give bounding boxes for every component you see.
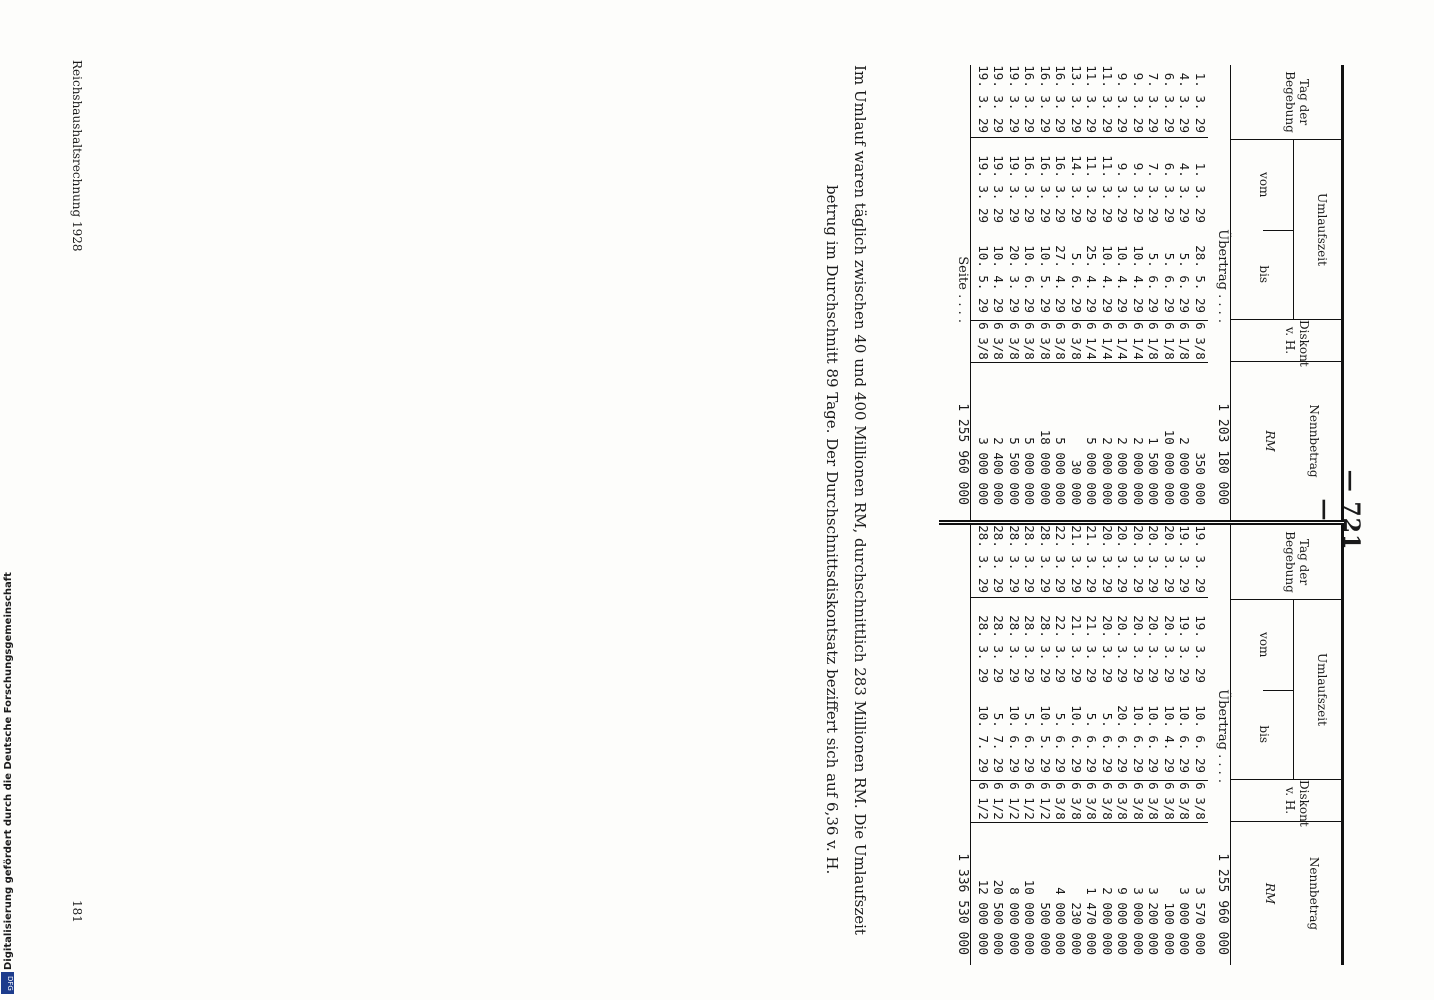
table-row (1084, 525, 1100, 965)
table-row (1022, 525, 1038, 965)
cell-nennbetrag: 20 500 000 (991, 879, 1007, 955)
cell-vom: 11. 3. 29 (1100, 155, 1115, 223)
table-row (1131, 525, 1147, 965)
cell-vom: 7. 3. 29 (1146, 162, 1162, 223)
column-rule (972, 362, 1209, 363)
cell-vom: 16. 3. 29 (1038, 155, 1053, 223)
cell-diskont: 6 3/8 (991, 322, 1007, 360)
table-row (1038, 65, 1054, 520)
cell-tag: 4. 3. 29 (1177, 72, 1193, 133)
header-diskont: Diskont v. H. (1231, 320, 1341, 362)
cell-tag: 22. 3. 29 (1053, 525, 1069, 593)
cell-nennbetrag: 2 000 000 (1177, 437, 1193, 505)
cell-tag: 1. 3. 29 (1193, 72, 1208, 133)
cell-tag: 28. 3. 29 (976, 525, 991, 593)
cell-bis: 5. 6. 29 (1177, 252, 1193, 313)
cell-diskont: 6 1/2 (1007, 782, 1022, 820)
cell-diskont: 6 1/8 (1146, 322, 1162, 360)
cell-tag: 13. 3. 29 (1069, 65, 1084, 133)
cell-diskont: 6 3/8 (1053, 322, 1069, 360)
cell-nennbetrag: 2 000 000 (1115, 437, 1131, 505)
cell-nennbetrag: 18 000 000 (1038, 429, 1053, 505)
cell-tag: 21. 3. 29 (1069, 525, 1084, 593)
table-row (1007, 525, 1023, 965)
cell-diskont: 6 3/8 (1069, 322, 1084, 360)
header-nennbetrag: Nennbetrag RM (1263, 404, 1321, 478)
cell-nennbetrag: 8 000 000 (1007, 887, 1022, 955)
table-row (1053, 525, 1069, 965)
cell-diskont: 6 3/8 (976, 322, 991, 360)
cell-bis: 5. 6. 29 (1146, 252, 1162, 313)
table-row (976, 525, 992, 965)
left-table-body (947, 65, 1231, 520)
cell-bis: 10. 4. 29 (1115, 245, 1131, 313)
column-rule (972, 597, 1209, 598)
header-tag: Tag der Begebung (1231, 65, 1341, 140)
cell-tag: 19. 3. 29 (1007, 65, 1022, 133)
cell-bis: 5. 6. 29 (1100, 712, 1115, 773)
table-row (1193, 65, 1209, 520)
cell-bis: 20. 3. 29 (1007, 245, 1022, 313)
table-row (1100, 65, 1116, 520)
cell-tag: 11. 3. 29 (1100, 65, 1115, 133)
cell-vom: 1. 3. 29 (1193, 162, 1208, 223)
table-row (1100, 525, 1116, 965)
cell-vom: 19. 3. 29 (1007, 155, 1022, 223)
cell-tag: 7. 3. 29 (1146, 72, 1162, 133)
table-row (1115, 525, 1131, 965)
carry-row: Übertrag . . . . 1 203 180 000 (1215, 229, 1230, 505)
header-diskont: Diskont v. H. (1231, 780, 1341, 822)
cell-nennbetrag: 3 570 000 (1193, 887, 1208, 955)
cell-nennbetrag: 1 500 000 (1146, 437, 1162, 505)
cell-vom: 19. 3. 29 (976, 155, 991, 223)
column-rule (972, 822, 1209, 823)
cell-vom: 28. 3. 29 (976, 615, 991, 683)
cell-diskont: 6 1/2 (991, 782, 1007, 820)
cell-tag: 16. 3. 29 (1022, 65, 1038, 133)
cell-diskont: 6 3/8 (1069, 782, 1084, 820)
page-number: — 721 — (1312, 469, 1364, 551)
cell-bis: 10. 6. 29 (1177, 705, 1193, 773)
cell-nennbetrag: 30 000 (1069, 459, 1084, 505)
cell-tag: 20. 3. 29 (1131, 525, 1146, 593)
cell-tag: 28. 3. 29 (1022, 525, 1038, 593)
cell-bis: 20. 6. 29 (1115, 705, 1131, 773)
cell-nennbetrag: 2 000 000 (1100, 887, 1115, 955)
cell-diskont: 6 3/8 (1022, 322, 1038, 360)
cell-nennbetrag: 1 470 000 (1084, 887, 1100, 955)
table-row (1053, 65, 1069, 520)
cell-diskont: 6 1/2 (976, 782, 991, 820)
cell-vom: 19. 3. 29 (1193, 615, 1208, 683)
cell-vom: 20. 3. 29 (1115, 615, 1131, 683)
cell-nennbetrag: 3 000 000 (1177, 887, 1193, 955)
cell-bis: 27. 4. 29 (1053, 245, 1069, 313)
cell-bis: 10. 6. 29 (1193, 705, 1208, 773)
column-rule (972, 320, 1209, 321)
cell-nennbetrag: 500 000 (1038, 902, 1053, 955)
cell-vom: 28. 3. 29 (991, 615, 1007, 683)
cell-diskont: 6 3/8 (1100, 782, 1115, 820)
cell-diskont: 6 3/8 (1162, 782, 1177, 820)
cell-tag: 28. 3. 29 (991, 525, 1007, 593)
cell-vom: 6. 3. 29 (1162, 162, 1177, 223)
header-umlaufzeit: Umlaufszeit vom bis (1231, 140, 1341, 320)
cell-bis: 25. 4. 29 (1084, 245, 1100, 313)
cell-nennbetrag: 5 000 000 (1084, 437, 1100, 505)
cell-bis: 10. 5. 29 (1038, 705, 1053, 773)
cell-vom: 28. 3. 29 (1007, 615, 1022, 683)
cell-vom: 21. 3. 29 (1069, 615, 1084, 683)
column-rule (972, 780, 1209, 781)
cell-nennbetrag: 100 000 (1162, 902, 1177, 955)
cell-bis: 10. 6. 29 (1131, 705, 1146, 773)
cell-vom: 16. 3. 29 (1022, 155, 1038, 223)
cell-vom: 16. 3. 29 (1053, 155, 1069, 223)
table-row (1069, 525, 1085, 965)
cell-diskont: 6 3/8 (1007, 322, 1022, 360)
table-row (1022, 65, 1038, 520)
left-table-header (1230, 65, 1344, 520)
cell-diskont: 6 1/4 (1084, 322, 1100, 360)
cell-tag: 11. 3. 29 (1084, 65, 1100, 133)
cell-nennbetrag: 10 000 000 (1162, 429, 1177, 505)
cell-bis: 5. 7. 29 (991, 712, 1007, 773)
right-table (947, 525, 1345, 965)
dfg-credit-text: Digitalisierung gefördert durch die Deutsche Forschungsgemeinschaft (3, 572, 14, 970)
cell-vom: 4. 3. 29 (1177, 162, 1193, 223)
cell-bis: 10. 4. 29 (1131, 245, 1146, 313)
cell-tag: 9. 3. 29 (1131, 72, 1146, 133)
cell-tag: 9. 3. 29 (1115, 72, 1131, 133)
cell-bis: 10. 4. 29 (1100, 245, 1115, 313)
carry-row: Übertrag . . . . 1 255 960 000 (1215, 689, 1230, 955)
footnote (818, 65, 874, 945)
cell-diskont: 6 3/8 (1131, 782, 1146, 820)
table-row (1162, 525, 1178, 965)
cell-vom: 20. 3. 29 (1100, 615, 1115, 683)
cell-bis: 5. 6. 29 (1053, 712, 1069, 773)
cell-diskont: 6 1/8 (1162, 322, 1177, 360)
cell-vom: 9. 3. 29 (1131, 162, 1146, 223)
cell-bis: 10. 6. 29 (1007, 705, 1022, 773)
cell-nennbetrag: 5 000 000 (1053, 437, 1069, 505)
table-row (1131, 65, 1147, 520)
cell-tag: 20. 3. 29 (1162, 525, 1177, 593)
cell-vom: 20. 3. 29 (1146, 615, 1162, 683)
footnote-line-2: betrug im Durchschnitt 89 Tage. Der Durchschnittsdiskontsatz beziffert sich auf 6,36 v. H. (823, 185, 841, 875)
cell-diskont: 6 3/8 (1084, 782, 1100, 820)
right-table-body (947, 525, 1231, 965)
header-umlaufzeit: Umlaufszeit vom bis (1231, 600, 1341, 780)
cell-nennbetrag: 12 000 000 (976, 879, 991, 955)
cell-diskont: 6 3/8 (1053, 782, 1069, 820)
cell-bis: 28. 5. 29 (1193, 245, 1208, 313)
table-row (1084, 65, 1100, 520)
table-row (976, 65, 992, 520)
table-row (1115, 65, 1131, 520)
total-row (947, 525, 972, 965)
total-value: 1 336 530 000 (955, 853, 971, 955)
cell-bis: 10. 5. 29 (976, 245, 991, 313)
cell-diskont: 6 3/8 (1038, 322, 1053, 360)
cell-tag: 6. 3. 29 (1162, 72, 1177, 133)
cell-vom: 9. 3. 29 (1115, 162, 1131, 223)
cell-tag: 19. 3. 29 (1193, 525, 1208, 593)
table-row (991, 65, 1007, 520)
footer-page-number: 181 (70, 900, 84, 923)
table-row (1177, 525, 1193, 965)
cell-bis: 5. 6. 29 (1162, 252, 1177, 313)
cell-vom: 19. 3. 29 (1177, 615, 1193, 683)
cell-nennbetrag: 2 000 000 (1100, 437, 1115, 505)
cell-diskont: 6 3/8 (1193, 322, 1208, 360)
column-rule (972, 137, 1209, 138)
cell-nennbetrag: 5 500 000 (1007, 437, 1022, 505)
footnote-line-1: Im Umlauf waren täglich zwischen 40 und 400 Millionen RM, durchschnittlich 283 Millionen RM. Die Umlaufszeit (851, 65, 869, 935)
table-row (991, 525, 1007, 965)
cell-bis: 10. 6. 29 (1069, 705, 1084, 773)
cell-tag: 16. 3. 29 (1038, 65, 1053, 133)
footer-title: Reichshaushaltsrechnung 1928 (70, 60, 84, 252)
cell-diskont: 6 3/8 (1193, 782, 1208, 820)
cell-nennbetrag: 5 000 000 (1022, 437, 1038, 505)
cell-tag: 16. 3. 29 (1053, 65, 1069, 133)
cell-nennbetrag: 350 000 (1193, 452, 1208, 505)
header-tag: Tag der Begebung (1231, 525, 1341, 600)
table-row (1038, 525, 1054, 965)
cell-tag: 20. 3. 29 (1115, 525, 1131, 593)
table-row (1146, 65, 1162, 520)
cell-vom: 20. 3. 29 (1162, 615, 1177, 683)
cell-tag: 19. 3. 29 (991, 65, 1007, 133)
cell-diskont: 6 3/8 (1115, 782, 1131, 820)
table-row (1007, 65, 1023, 520)
cell-nennbetrag: 3 000 000 (1131, 887, 1146, 955)
cell-diskont: 6 1/2 (1022, 782, 1038, 820)
cell-tag: 28. 3. 29 (1007, 525, 1022, 593)
cell-vom: 28. 3. 29 (1038, 615, 1053, 683)
header-nennbetrag: Nennbetrag RM (1263, 856, 1321, 931)
cell-vom: 20. 3. 29 (1131, 615, 1146, 683)
cell-diskont: 6 3/8 (1146, 782, 1162, 820)
table-row (1177, 65, 1193, 520)
cell-nennbetrag: 3 200 000 (1146, 887, 1162, 955)
cell-vom: 11. 3. 29 (1084, 155, 1100, 223)
cell-vom: 22. 3. 29 (1053, 615, 1069, 683)
cell-bis: 5. 6. 29 (1069, 252, 1084, 313)
cell-nennbetrag: 2 000 000 (1131, 437, 1146, 505)
table-row (1069, 65, 1085, 520)
cell-vom: 14. 3. 29 (1069, 155, 1084, 223)
total-label: Seite . . . . (955, 256, 971, 323)
cell-nennbetrag: 10 000 000 (1022, 879, 1038, 955)
cell-bis: 5. 6. 29 (1022, 712, 1038, 773)
cell-bis: 10. 4. 29 (1162, 705, 1177, 773)
cell-bis: 10. 4. 29 (991, 245, 1007, 313)
cell-diskont: 6 1/4 (1100, 322, 1115, 360)
cell-bis: 10. 6. 29 (1022, 245, 1038, 313)
cell-nennbetrag: 2 400 000 (991, 437, 1007, 505)
cell-tag: 19. 3. 29 (1177, 525, 1193, 593)
total-value: 1 255 960 000 (955, 403, 971, 505)
left-table (947, 65, 1345, 520)
cell-diskont: 6 3/8 (1177, 782, 1193, 820)
cell-tag: 28. 3. 29 (1038, 525, 1053, 593)
cell-tag: 21. 3. 29 (1084, 525, 1100, 593)
cell-nennbetrag: 4 000 000 (1053, 887, 1069, 955)
total-row (947, 65, 972, 520)
cell-bis: 10. 5. 29 (1038, 245, 1053, 313)
cell-tag: 20. 3. 29 (1146, 525, 1162, 593)
cell-nennbetrag: 9 000 000 (1115, 887, 1131, 955)
cell-diskont: 6 1/2 (1038, 782, 1053, 820)
cell-bis: 10. 6. 29 (1146, 705, 1162, 773)
table-row (1146, 525, 1162, 965)
cell-vom: 21. 3. 29 (1084, 615, 1100, 683)
cell-nennbetrag: 230 000 (1069, 902, 1084, 955)
cell-diskont: 6 1/4 (1115, 322, 1131, 360)
table-row (1193, 525, 1209, 965)
table-row (1162, 65, 1178, 520)
cell-tag: 19. 3. 29 (976, 65, 991, 133)
cell-bis: 10. 7. 29 (976, 705, 991, 773)
dfg-logo-icon: DFG (1, 972, 14, 994)
cell-vom: 19. 3. 29 (991, 155, 1007, 223)
cell-nennbetrag: 3 000 000 (976, 437, 991, 505)
right-table-header (1230, 525, 1344, 965)
dfg-credit (0, 572, 16, 1000)
cell-bis: 5. 6. 29 (1084, 712, 1100, 773)
cell-vom: 28. 3. 29 (1022, 615, 1038, 683)
cell-diskont: 6 1/4 (1131, 322, 1146, 360)
cell-tag: 20. 3. 29 (1100, 525, 1115, 593)
cell-diskont: 6 1/8 (1177, 322, 1193, 360)
